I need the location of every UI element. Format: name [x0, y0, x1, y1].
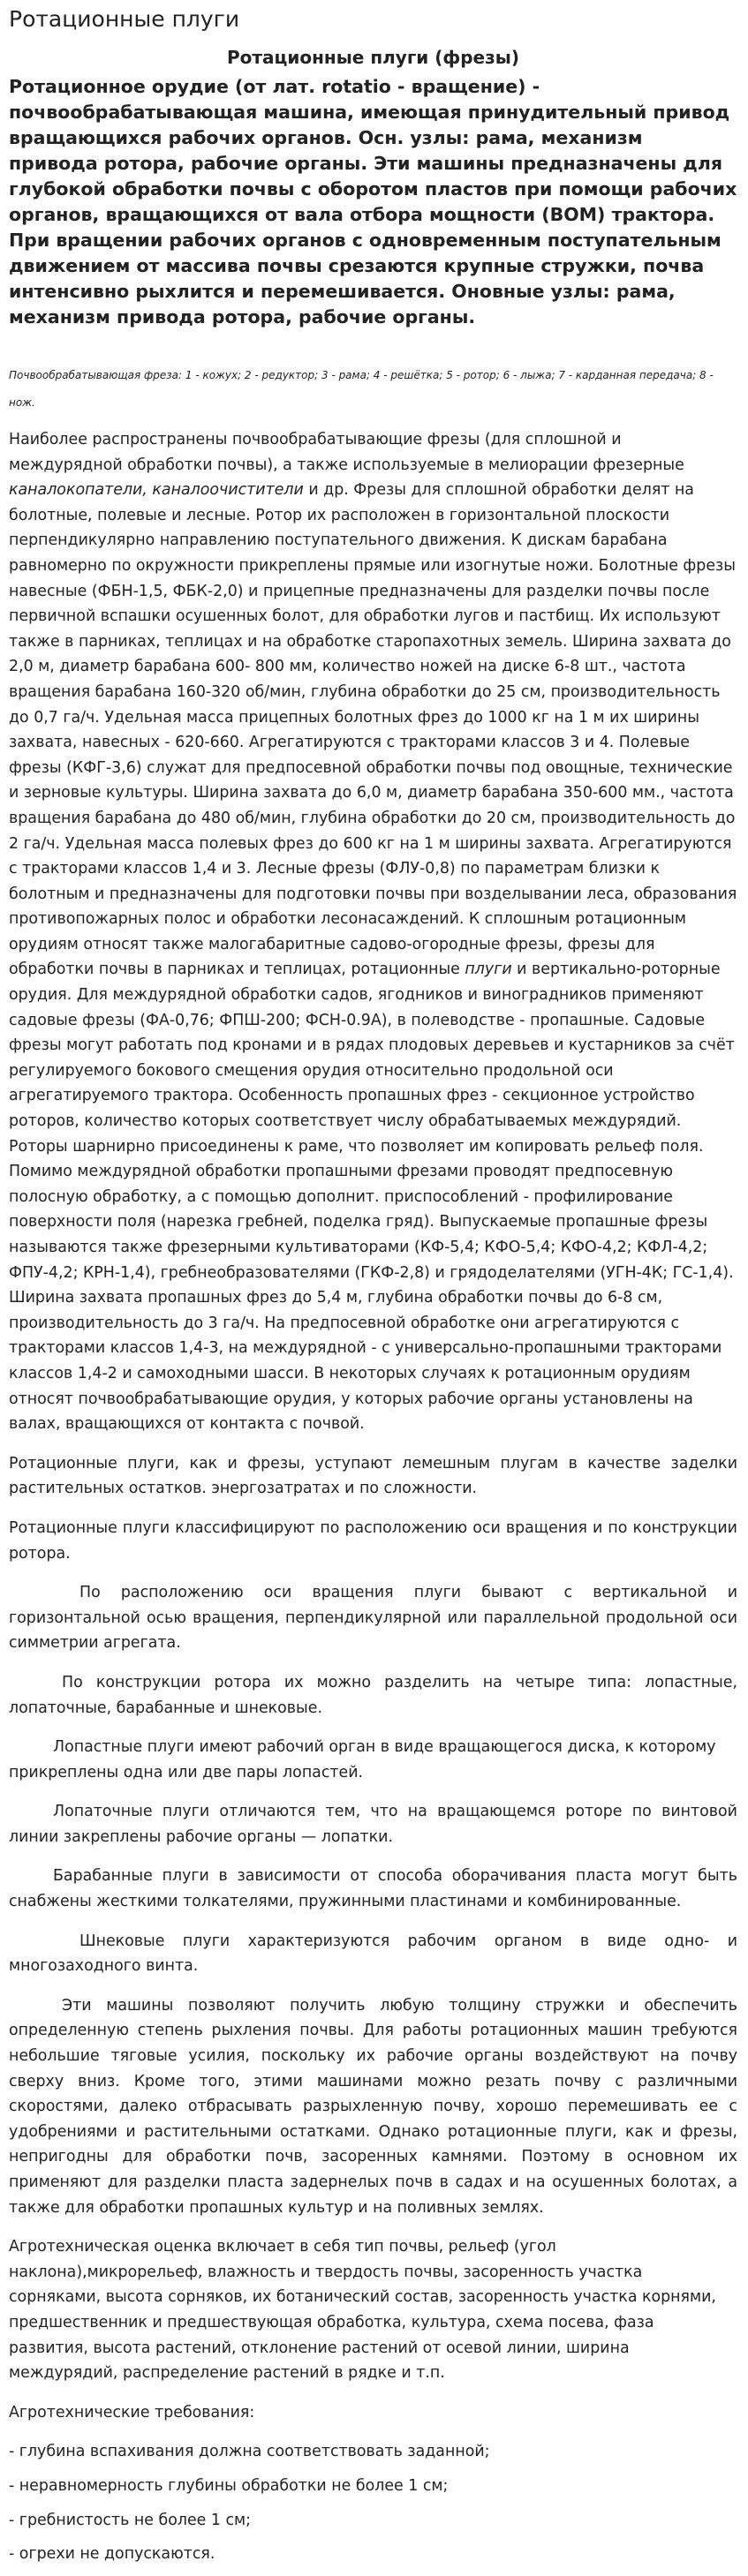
paragraph-main-part-c: и вертикально-роторные орудия. Для междурядной обработки садов, ягодников и виноградников применяют садовые фрезы (ФА-0,76; ФПШ-200; ФСН-0.9А), в полеводстве - пропашные. Садовые фрезы могут работать под кронами и в рядах плодовых деревьев и кустарников за счёт регулируемого бокового смещения орудия относительно продольной оси агрегатируемого трактора. Особенность пропашных фрез - секционное устройство роторов, количество которых соответствует числу обрабатываемых междурядий. Роторы шарнирно присоединены к раме, что позволяет им копировать рельеф поля. Помимо междурядной обработки пропашными фрезами проводят предпосевную полосную обработку, а с помощью дополнит. приспособлений - профилирование поверхности поля (нарезка гребней, поделка гряд). Выпускаемые пропашные фрезы называются также фрезерными культиваторами (КФ-5,4; КФО-5,4; КФО-4,2; КФЛ-4,2; ФПУ-4,2; КРН-1,4), гребнеобразователями (ГКФ-2,8) и грядоделателями (УГН-4К; ГС-1,4). Ширина захвата пропашных фрез до 5,4 м, глубина обработки почвы до 6-8 см, производительность до 3 га/ч. На предпосевной обработке они агрегатируются с тракторами классов 1,4-3, на междурядной - с универсально-пропашными тракторами классов 1,4-2 и самоходными шасси. В некоторых случаях к ротационным орудиям относят почвообрабатывающие орудия, у которых рабочие органы установлены на валах, вращающихся от контакта с почвой.	[9, 960, 735, 1434]
lead-paragraph: Ротационное орудие (от лат. rotatio - вращение) - почвообрабатывающая машина, имеющая принудительный привод вращающихся рабочих органов. Осн. узлы: рама, механизм привода ротора, рабочие органы. Эти машины предназначены для глубокой обработки почвы с оборотом пластов при помощи рабочих органов, вращающихся от вала отбора мощности (ВОМ) трактора. При вращении рабочих органов с одновременным поступательным движением от массива почвы срезаются крупные стружки, почва интенсивно рыхлится и перемешивается. Оновные узлы: рама, механизм привода ротора, рабочие органы.	[9, 76, 737, 328]
paragraph-2: Ротационные плуги, как и фрезы, уступают лемешным плугам в качестве заделки растительных остатков. энергозатратах и по сложности.	[9, 1454, 737, 1498]
paragraph-3: Ротационные плуги классифицируют по расположению оси вращения и по конструкции ротора.	[9, 1518, 737, 1563]
article-subtitle: Ротационные плуги (фрезы)	[227, 47, 519, 68]
paragraph-11: Агротехническая оценка включает в себя тип почвы, рельеф (угол наклона),микрорельеф, влажность и твердость почвы, засоренность участка сорняками, высота сорняков, их ботанический состав, засоренность участка корнями, предшественник и предшествующая обработка, культура, схема посева, фаза развития, высота растений, отклонение растений от осевой линии, ширина междурядий, распределение растений в рядке и т.п.	[9, 2238, 716, 2383]
paragraph-10: Эти машины позволяют получить любую толщину стружки и обеспечить определенную степень рыхления почвы. Для работы ротационных машин требуются небольшие тяговые усилия, поскольку их рабочие органы воздействуют на почву сверху вниз. Кроме того, этими машинами можно резать почву с различными скоростями, далеко отбрасывать разрыхленную почву, хорошо перемешивать ее с удобрениями и растительными остатками. Однако ротационные плуги, как и фрезы, непригодны для обработки почв, засоренных камнями. Поэтому в основном их применяют для разделки пласта задернелых почв в садах и на осушенных болотах, а также для обработки пропашных культур и на поливных землях.	[9, 1996, 737, 2217]
requirements-list	[9, 2439, 737, 2566]
paragraph-main	[9, 427, 737, 1437]
paragraph-9: Шнековые плуги характеризуются рабочим органом в виде одно- и многозаходного винта.	[9, 1932, 737, 1976]
requirement-item: - неравномерность глубины обработки не более 1 см;	[9, 2476, 449, 2495]
paragraph-6: Лопастные плуги имеют рабочий орган в виде вращающегося диска, к которому прикреплены одна или две пары лопастей.	[9, 1738, 716, 1781]
requirements-title: Агротехнические требования:	[9, 2403, 255, 2422]
page-title: Ротационные плуги	[9, 6, 240, 32]
paragraph-main-italic-1: каналокопатели, каналоочистители	[9, 481, 304, 500]
figure-caption: Почвообрабатывающая фреза: 1 - кожух; 2 - редуктор; 3 - рама; 4 - решётка; 5 - ротор; 6 - лыжа; 7 - карданная передача; 8 - нож.	[9, 369, 714, 409]
paragraph-main-italic-2: плуги	[465, 960, 512, 979]
paragraph-7: Лопаточные плуги отличаются тем, что на вращающемся роторе по винтовой линии закреплены рабочие органы — лопатки.	[9, 1803, 737, 1846]
requirement-item: - глубина вспахивания должна соответствовать заданной;	[9, 2443, 490, 2461]
paragraph-8: Барабанные плуги в зависимости от способа оборачивания пласта могут быть снабжены жесткими толкателями, пружинными пластинами и комбинированные.	[9, 1867, 737, 1911]
paragraph-4: По расположению оси вращения плуги бывают с вертикальной и горизонтальной осью вращения, перпендикулярной или параллельной продольной оси симметрии агрегата.	[9, 1584, 737, 1653]
requirement-item: - огрехи не допускаются.	[9, 2545, 215, 2564]
requirement-item: - гребнистость не более 1 см;	[9, 2511, 252, 2529]
figure-placeholder	[9, 330, 737, 362]
paragraph-main-part-a: Наиболее распространены почвообрабатывающие фрезы (для сплошной и междурядной обработки почвы), а также используемые в мелиорации фрезерные	[9, 431, 684, 474]
paragraph-main-part-b: и др. Фрезы для сплошной обработки делят на болотные, полевые и лесные. Ротор их расположен в горизонтальной плоскости перпендикулярно направлению поступательного движения. К дискам барабана равномерно по окружности прикреплены прямые или изогнутые ножи. Болотные фрезы навесные (ФБН-1,5, ФБК-2,0) и прицепные предназначены для разделки почвы после первичной вспашки осушенных болот, для обработки лугов и пастбищ. Их используют также в парниках, теплицах и на обработке старопахотных земель. Ширина захвата до 2,0 м, диаметр барабана 600- 800 мм, количество ножей на диске 6-8 шт., частота вращения барабана 160-320 об/мин, глубина обработки до 25 см, производительность до 0,7 га/ч. Удельная масса прицепных болотных фрез до 1000 кг на 1 м их ширины захвата, навесных - 620-660. Агрегатируются с тракторами классов 3 и 4. Полевые фрезы (КФГ-3,6) служат для предпосевной обработки почвы под овощные, технические и зерновые культуры. Ширина захвата до 6,0 м, диаметр барабана 350-600 мм., частота вращения барабана до 480 об/мин, глубина обработки до 20 см, производительность до 2 га/ч. Удельная масса полевых фрез до 600 кг на 1 м ширины захвата. Агрегатируются с тракторами классов 1,4 и 3. Лесные фрезы (ФЛУ-0,8) по параметрам близки к болотным и предназначены для подготовки почвы при возделывании леса, образования противопожарных полос и обработки лесонасаждений. К сплошным ротационным орудиям относят также малогабаритные садово-огородные фрезы, фрезы для обработки почвы в парниках и теплицах, ротационные	[9, 481, 737, 979]
paragraph-5: По конструкции ротора их можно разделить на четыре типа: лопастные, лопаточные, барабанные и шнековые.	[9, 1673, 737, 1717]
page	[9, 0, 737, 2576]
